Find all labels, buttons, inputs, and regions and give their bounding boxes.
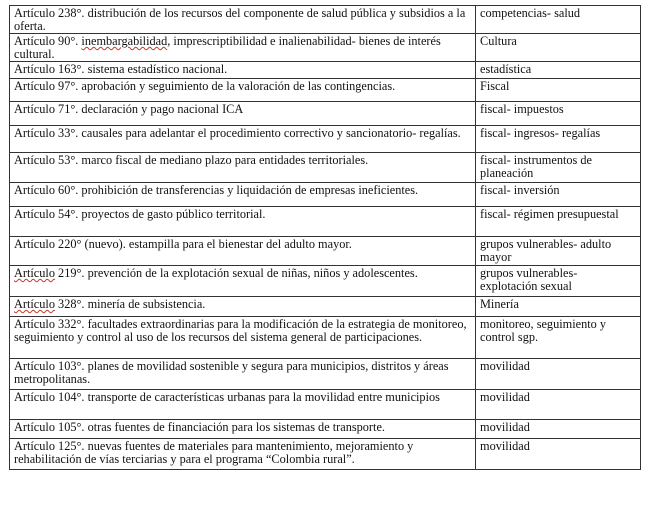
table-row bbox=[10, 390, 641, 420]
article-cell: Artículo 71°. declaración y pago nacional ICA bbox=[10, 102, 476, 126]
category-cell: grupos vulnerables- explotación sexual bbox=[476, 266, 641, 297]
category-cell: grupos vulnerables- adulto mayor bbox=[476, 237, 641, 266]
article-cell: Artículo 103°. planes de movilidad sostenible y segura para municipios, distritos y áreas metropolitanas. bbox=[10, 359, 476, 390]
article-cell: Artículo 238°. distribución de los recursos del componente de salud pública y subsidios a la oferta. bbox=[10, 6, 476, 34]
document-page bbox=[9, 5, 641, 470]
table-row bbox=[10, 6, 641, 34]
article-cell: Artículo 53°. marco fiscal de mediano plazo para entidades territoriales. bbox=[10, 153, 476, 183]
category-cell: fiscal- régimen presupuestal bbox=[476, 207, 641, 237]
table-row bbox=[10, 102, 641, 126]
category-cell: competencias- salud bbox=[476, 6, 641, 34]
category-cell: movilidad bbox=[476, 359, 641, 390]
article-cell: Artículo 54°. proyectos de gasto público territorial. bbox=[10, 207, 476, 237]
spellcheck-mark: Artículo bbox=[14, 266, 55, 280]
articles-table bbox=[9, 5, 641, 470]
article-cell: Artículo 332°. facultades extraordinarias para la modificación de la estrategia de monitoreo, seguimiento y control al uso de los recursos del sistema general de participaciones. bbox=[10, 317, 476, 359]
category-cell: fiscal- instrumentos de planeación bbox=[476, 153, 641, 183]
article-cell: Artículo 104°. transporte de características urbanas para la movilidad entre municipios bbox=[10, 390, 476, 420]
category-cell: fiscal- inversión bbox=[476, 183, 641, 207]
category-cell: monitoreo, seguimiento y control sgp. bbox=[476, 317, 641, 359]
article-cell: Artículo 125°. nuevas fuentes de materiales para mantenimiento, mejoramiento y rehabilitación de vías terciarias y para el programa “Colombia rural”. bbox=[10, 439, 476, 470]
spellcheck-mark: Artículo bbox=[14, 297, 55, 311]
table-row bbox=[10, 439, 641, 470]
article-cell: Artículo 97°. aprobación y seguimiento de la valoración de las contingencias. bbox=[10, 79, 476, 102]
category-cell: movilidad bbox=[476, 390, 641, 420]
table-row bbox=[10, 79, 641, 102]
table-row bbox=[10, 183, 641, 207]
article-cell: Artículo 163°. sistema estadístico nacional. bbox=[10, 62, 476, 79]
table-row bbox=[10, 266, 641, 297]
table-row bbox=[10, 359, 641, 390]
table-row bbox=[10, 126, 641, 153]
table-row bbox=[10, 297, 641, 317]
category-cell: fiscal- impuestos bbox=[476, 102, 641, 126]
category-cell: estadística bbox=[476, 62, 641, 79]
table-row bbox=[10, 62, 641, 79]
table-row bbox=[10, 207, 641, 237]
category-cell: movilidad bbox=[476, 420, 641, 439]
spellcheck-mark: inembargabilidad bbox=[81, 34, 168, 48]
article-cell: Artículo 90°. inembargabilidad, imprescriptibilidad e inalienabilidad- bienes de interés cultural. bbox=[10, 34, 476, 62]
table-row bbox=[10, 153, 641, 183]
article-cell: Artículo 328°. minería de subsistencia. bbox=[10, 297, 476, 317]
article-cell: Artículo 60°. prohibición de transferencias y liquidación de empresas ineficientes. bbox=[10, 183, 476, 207]
category-cell: Cultura bbox=[476, 34, 641, 62]
table-row bbox=[10, 317, 641, 359]
article-cell: Artículo 219°. prevención de la explotación sexual de niñas, niños y adolescentes. bbox=[10, 266, 476, 297]
table-row bbox=[10, 34, 641, 62]
category-cell: fiscal- ingresos- regalías bbox=[476, 126, 641, 153]
article-cell: Artículo 33°. causales para adelantar el procedimiento correctivo y sancionatorio- regalías. bbox=[10, 126, 476, 153]
category-cell: Minería bbox=[476, 297, 641, 317]
table-row bbox=[10, 237, 641, 266]
article-cell: Artículo 105°. otras fuentes de financiación para los sistemas de transporte. bbox=[10, 420, 476, 439]
category-cell: movilidad bbox=[476, 439, 641, 470]
table-row bbox=[10, 420, 641, 439]
category-cell: Fiscal bbox=[476, 79, 641, 102]
article-cell: Artículo 220° (nuevo). estampilla para el bienestar del adulto mayor. bbox=[10, 237, 476, 266]
